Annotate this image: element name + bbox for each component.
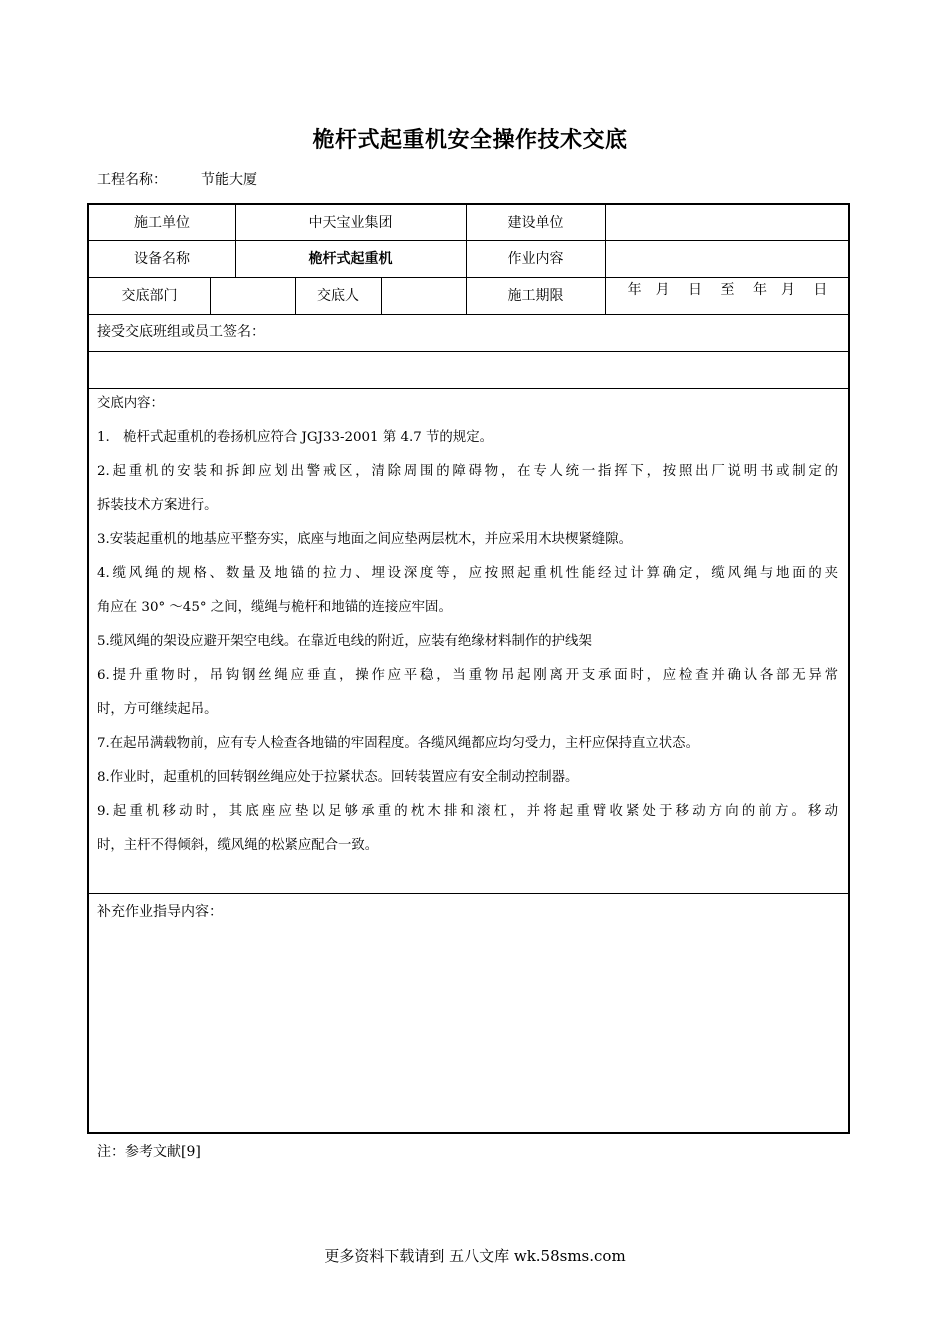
signature-label: 接受交底班组或员工签名： [97,324,265,340]
row-divider [89,314,848,315]
row-divider [89,893,848,894]
content-line: 1. 桅杆式起重机的卷扬机应符合 JGJ33-2001 第 4.7 节的规定。 [97,430,493,445]
row-divider [89,388,848,389]
disclosure-dept-value [210,277,295,314]
content-heading: 交底内容： [97,396,164,411]
construction-unit-value: 中天宝业集团 [308,214,393,231]
content-line: 2.起重机的安装和拆卸应划出警戒区，清除周围的障碍物，在专人统一指挥下，按照出厂说明书或制定的 [97,464,838,479]
disclosure-dept-label: 交底部门 [121,287,178,304]
construction-unit-label: 施工单位 [134,214,190,231]
discloser-label: 交底人 [317,287,359,304]
content-line: 6.提升重物时，吊钩钢丝绳应垂直，操作应平稳，当重物吊起刚离开支承面时，应检查并确认各部无异常 [97,668,838,683]
project-name [97,169,257,189]
content-line: 9.起重机移动时，其底座应垫以足够承重的枕木排和滚杠，并将起重臂收紧处于移动方向的前方。移动 [97,804,838,819]
footer-link-text: 更多资料下载请到 五八文库 wk.58sms.com [324,1247,626,1265]
content-line: 7.在起吊满载物前，应有专人检查各地锚的牢固程度。各缆风绳都应均匀受力，主杆应保持直立状态。 [97,736,699,751]
supplement-label: 补充作业指导内容： [97,904,223,920]
owner-unit-label: 建设单位 [507,214,564,231]
equipment-name-label: 设备名称 [134,250,190,267]
row-divider [89,351,848,352]
content-line: 时，主杆不得倾斜，缆风绳的松紧应配合一致。 [97,838,379,853]
project-value: 节能大厦 [201,172,257,188]
disclosure-table [87,203,850,1134]
content-line: 4.缆风绳的规格、数量及地锚的拉力、埋设深度等，应按照起重机性能经过计算确定，缆风绳与地面的夹 [97,566,838,581]
owner-unit-value [605,205,850,240]
project-label: 工程名称： [97,172,167,188]
reference-note: 注：参考文献[9] [97,1144,201,1160]
content-line: 拆装技术方案进行。 [97,498,218,513]
disclosure-content [97,391,838,863]
content-line: 时，方可继续起吊。 [97,702,218,717]
work-content-label: 作业内容 [507,250,564,267]
equipment-name-value: 桅杆式起重机 [308,250,393,267]
construction-period-label: 施工期限 [507,287,564,304]
discloser-value [381,277,466,314]
document-title: 桅杆式起重机安全操作技术交底 [312,128,628,153]
content-line: 5.缆风绳的架设应避开架空电线。在靠近电线的附近，应装有绝缘材料制作的护线架 [97,634,592,649]
content-line: 3.安装起重机的地基应平整夯实，底座与地面之间应垫两层枕木，并应采用木块楔紧缝隙。 [97,532,633,547]
construction-period-value: 年 月 日 至 年 月 日 [627,281,828,298]
content-line: 8.作业时，起重机的回转钢丝绳应处于拉紧状态。回转装置应有安全制动控制器。 [97,770,579,785]
content-line: 角应在 30° ～45° 之间，缆绳与桅杆和地锚的连接应牢固。 [97,600,452,615]
